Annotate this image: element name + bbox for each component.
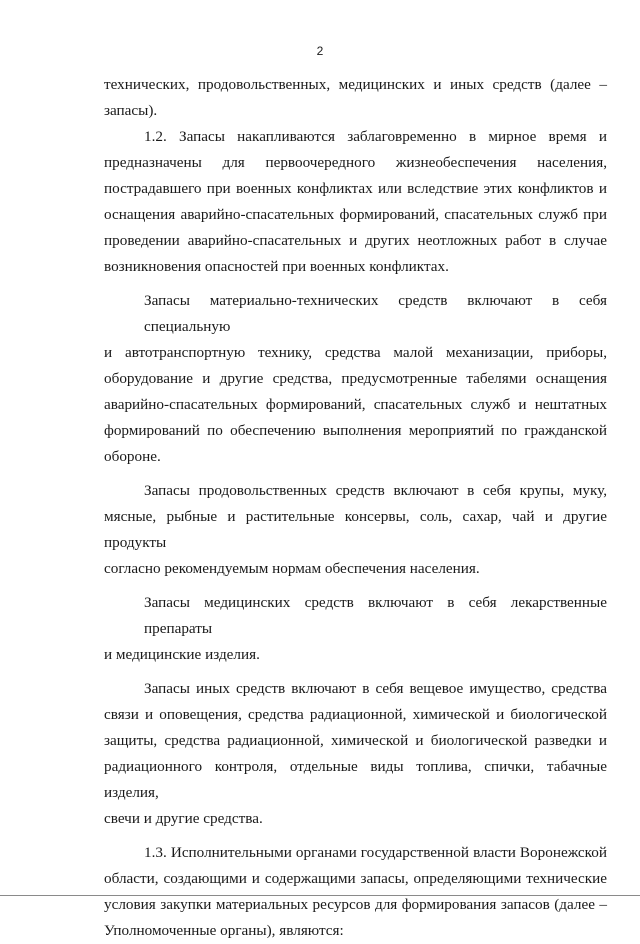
document-body — [104, 72, 607, 944]
text-line: области, создающими и содержащими запасы, определяющими технические — [104, 870, 607, 887]
text-line: связи и оповещения, средства радиационной, химической и биологической — [104, 706, 607, 723]
text-line: и автотранспортную технику, средства малой механизации, приборы, — [104, 344, 607, 361]
text-line: 1.2. Запасы накапливаются заблаговременно в мирное время и — [144, 128, 607, 145]
text-line: запасы). — [104, 102, 158, 119]
paragraph-medical — [104, 590, 607, 668]
text-line: Запасы медицинских средств включают в себя лекарственные препараты — [144, 594, 607, 637]
text-line: Уполномоченные органы), являются: — [104, 922, 344, 939]
text-line: оснащения аварийно-спасательных формирований, спасательных служб при — [104, 206, 607, 223]
text-line: радиационного контроля, отдельные виды топлива, спички, табачные изделия, — [104, 758, 607, 801]
text-line: условия закупки материальных ресурсов для формирования запасов (далее – — [104, 896, 607, 913]
text-line: предназначены для первоочередного жизнеобеспечения населения, — [104, 154, 607, 171]
text-line: Запасы продовольственных средств включают в себя крупы, муку, — [144, 482, 607, 499]
paragraph-reserves-definition-continuation — [104, 72, 607, 124]
paragraph-food — [104, 478, 607, 582]
paragraph-other-means — [104, 676, 607, 832]
text-line: согласно рекомендуемым нормам обеспечения населения. — [104, 560, 480, 577]
text-line: и медицинские изделия. — [104, 646, 260, 663]
bottom-edge-rule — [0, 895, 640, 896]
paragraph-1-3 — [104, 840, 607, 944]
paragraph-material-technical — [104, 288, 607, 470]
text-line: мясные, рыбные и растительные консервы, соль, сахар, чай и другие продукты — [104, 508, 607, 551]
page-number: 2 — [316, 44, 324, 58]
text-line: Запасы иных средств включают в себя вещевое имущество, средства — [144, 680, 607, 697]
paragraph-1-2 — [104, 124, 607, 280]
text-line: возникновения опасностей при военных конфликтах. — [104, 258, 449, 275]
text-line: пострадавшего при военных конфликтах или вследствие этих конфликтов и — [104, 180, 607, 197]
text-line: обороне. — [104, 448, 161, 465]
text-line: Запасы материально-технических средств включают в себя специальную — [144, 292, 607, 335]
text-line: проведении аварийно-спасательных и других неотложных работ в случае — [104, 232, 607, 249]
text-line: свечи и другие средства. — [104, 810, 263, 827]
text-line: аварийно-спасательных формирований, спасательных служб и нештатных — [104, 396, 607, 413]
text-line: 1.3. Исполнительными органами государственной власти Воронежской — [144, 844, 607, 861]
text-line: защиты, средства радиационной, химической и биологической разведки и — [104, 732, 607, 749]
text-line: формирований по обеспечению выполнения мероприятий по гражданской — [104, 422, 607, 439]
text-line: оборудование и другие средства, предусмотренные табелями оснащения — [104, 370, 607, 387]
text-line: технических, продовольственных, медицинских и иных средств (далее – — [104, 76, 607, 93]
